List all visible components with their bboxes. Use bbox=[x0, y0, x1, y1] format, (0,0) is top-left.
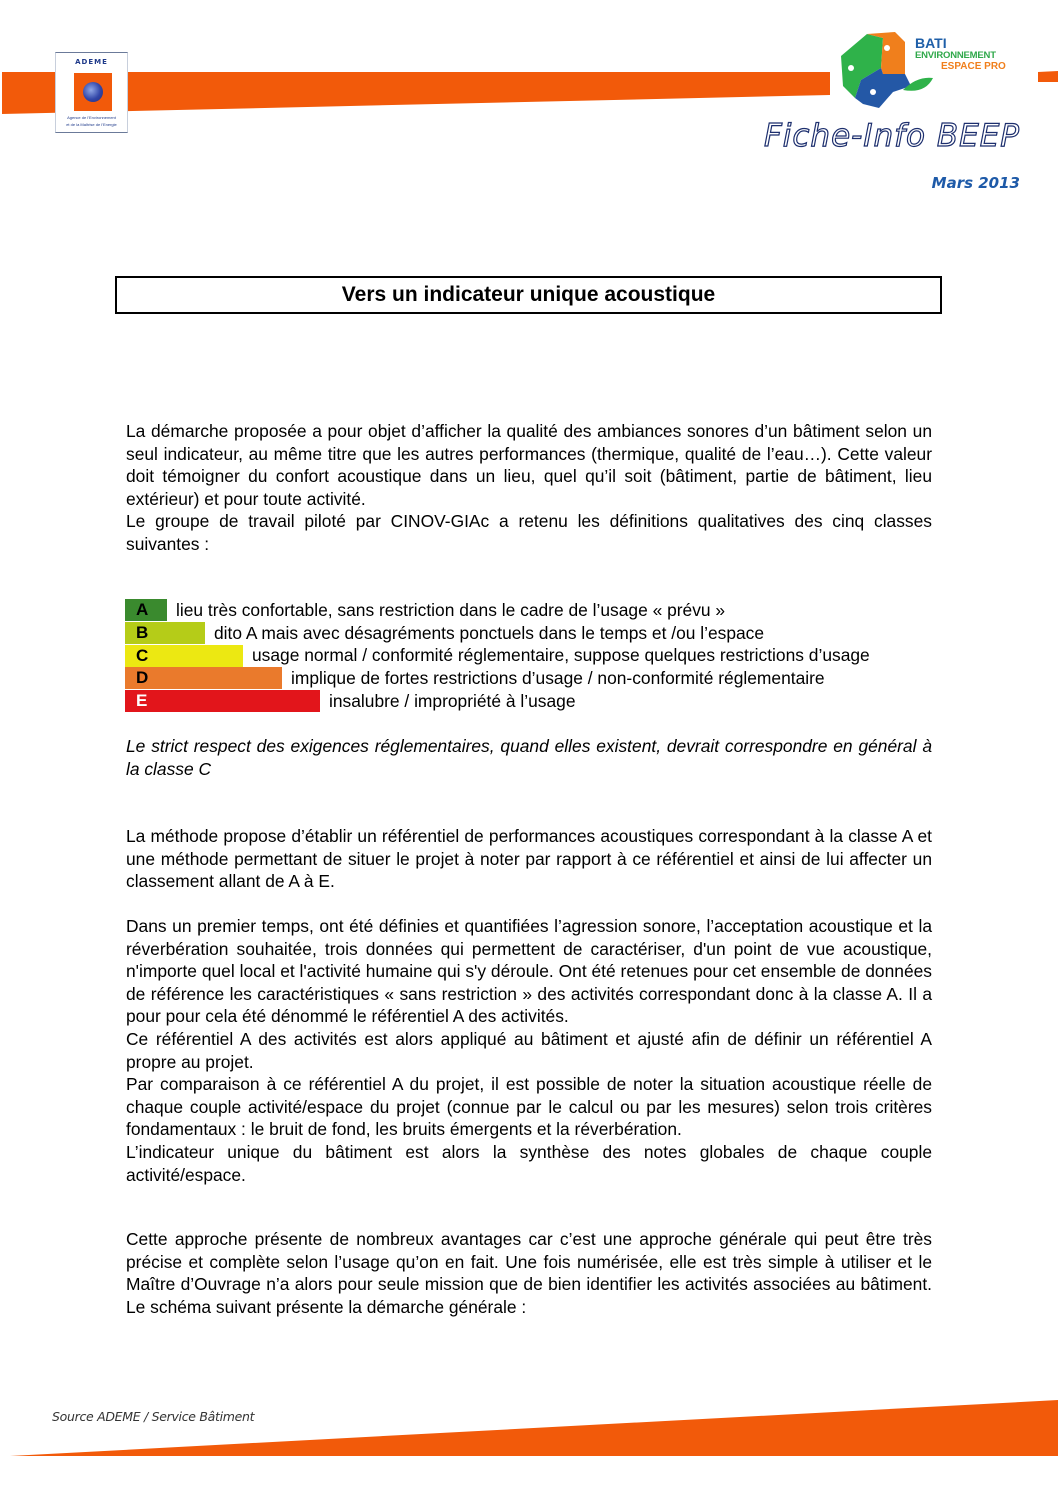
globe-icon bbox=[83, 82, 103, 102]
intro-section bbox=[126, 420, 932, 556]
class-badge: D bbox=[125, 667, 282, 689]
class-badge: C bbox=[125, 645, 243, 667]
class-description: implique de fortes restrictions d’usage / non-conformité réglementaire bbox=[291, 667, 825, 688]
process-paragraph-1: Dans un premier temps, ont été définies et quantifiées l’agression sonore, l’acceptation acoustique et la réverbération souhaitée, trois données qui permettent de caractériser, d'un point de vue acoustique, n'importe quel local et l'activité humaine qui s'y déroule. Ont été retenues pour cet ensemble de données de référence les caractéristiques « sans restriction » des activités correspondant donc à la classe A. Il a pour pour cela été dénommé le référentiel A des activités. bbox=[126, 916, 932, 1027]
bati-logo-line3: ESPACE PRO bbox=[941, 61, 1006, 72]
class-row-e bbox=[125, 690, 955, 713]
publication-date: Mars 2013 bbox=[931, 174, 1020, 192]
publication-title: Fiche-Info BEEP bbox=[763, 118, 1020, 154]
class-description: insalubre / impropriété à l’usage bbox=[329, 690, 576, 711]
ademe-logo-square bbox=[74, 73, 112, 111]
bati-environnement-logo bbox=[833, 28, 1025, 112]
footer-orange-wedge bbox=[0, 1395, 1058, 1465]
ademe-logo-subtitle bbox=[58, 114, 125, 128]
process-paragraph-4: L’indicateur unique du bâtiment est alors la synthèse des notes globales de chaque couple activité/espace. bbox=[126, 1141, 932, 1185]
process-paragraph-2: Ce référentiel A des activités est alors appliqué au bâtiment et ajusté afin de définir un référentiel A propre au projet. bbox=[126, 1028, 932, 1072]
class-badge: B bbox=[125, 622, 205, 644]
bati-logo-line1: BATI bbox=[915, 35, 947, 51]
process-paragraph-3: Par comparaison à ce référentiel A du projet, il est possible de noter la situation acoustique réelle de chaque couple activité/espace du projet (connue par le calcul ou par les mesures) selon trois critères fondamentaux : le bruit de fond, les bruits émergents et la réverbération. bbox=[126, 1074, 932, 1140]
class-badge: A bbox=[125, 599, 167, 621]
regulation-note: Le strict respect des exigences réglementaires, quand elles existent, devrait correspondre en général à la classe C bbox=[126, 736, 932, 779]
intro-paragraph-2: Le groupe de travail piloté par CINOV-GIAc a retenu les définitions qualitatives des cinq classes suivantes : bbox=[126, 511, 932, 554]
class-row-c bbox=[125, 644, 955, 667]
class-row-a bbox=[125, 599, 955, 622]
class-description: lieu très confortable, sans restriction dans le cadre de l’usage « prévu » bbox=[176, 599, 726, 620]
class-badge: E bbox=[125, 690, 320, 712]
ademe-subtitle-line1: Agence de l'Environnement bbox=[67, 115, 116, 120]
footer-source: Source ADEME / Service Bâtiment bbox=[52, 1409, 255, 1424]
document-title-box bbox=[115, 276, 942, 314]
class-description: usage normal / conformité réglementaire, suppose quelques restrictions d’usage bbox=[252, 645, 870, 666]
ademe-subtitle-line2: et de la Maîtrise de l'Energie bbox=[66, 122, 117, 127]
ademe-logo-name: ADEME bbox=[75, 58, 108, 66]
document-title: Vers un indicateur unique acoustique bbox=[341, 283, 716, 306]
acoustic-classes-list bbox=[125, 599, 955, 712]
bati-logo-line2: ENVIRONNEMENT bbox=[915, 50, 996, 61]
process-section bbox=[126, 915, 932, 1186]
ademe-logo bbox=[55, 52, 128, 133]
intro-paragraph-1: La démarche proposée a pour objet d’afficher la qualité des ambiances sonores d’un bâtiment selon un seul indicateur, au même titre que les autres performances (thermique, qualité de l’eau…). Cette valeur doit témoigner du confort acoustique dans un lieu, quel qu’il soit (bâtiment, partie de bâtiment, lieu extérieur) et pour toute activité. bbox=[126, 421, 932, 509]
method-paragraph: La méthode propose d’établir un référentiel de performances acoustiques correspondant à la classe A et une méthode permettant de situer le projet à noter par rapport à ce référentiel et ainsi de lui affecter un classement allant de A à E. bbox=[126, 826, 932, 892]
class-row-b bbox=[125, 622, 955, 645]
advantages-paragraph: Cette approche présente de nombreux avantages car c’est une approche générale qui peut être très précise et complète selon l’usage qu’on en fait. Une fois numérisée, elle est très simple à utiliser et le Maître d’Ouvrage n’a alors pour seule mission que de bien identifier les activités associées au bâtiment. Le schéma suivant présente la démarche générale : bbox=[126, 1229, 932, 1317]
class-row-d bbox=[125, 667, 955, 690]
class-description: dito A mais avec désagréments ponctuels dans le temps et /ou l’espace bbox=[214, 622, 765, 643]
